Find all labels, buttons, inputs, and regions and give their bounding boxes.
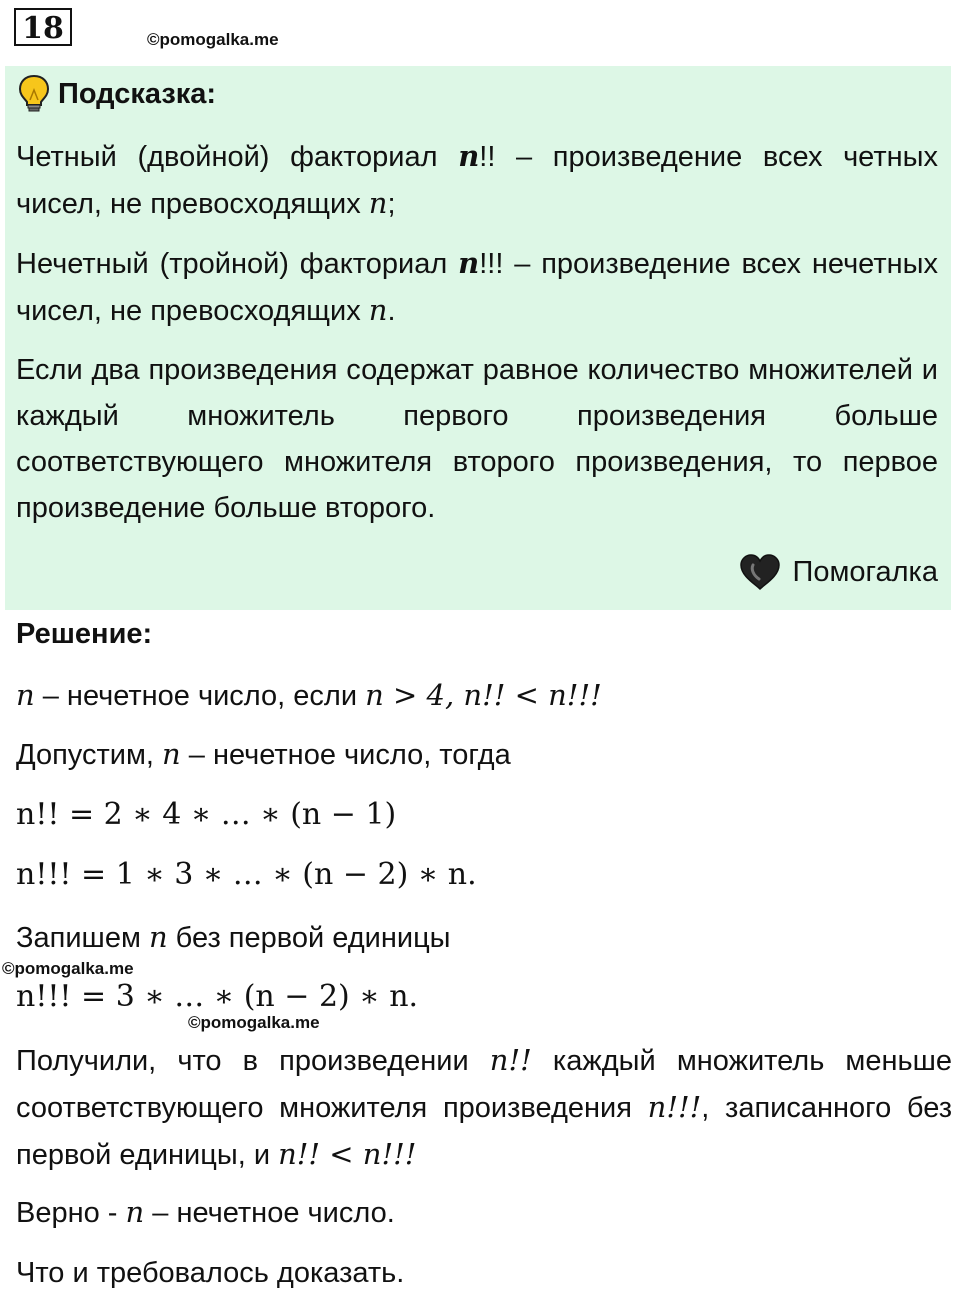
- solution-paragraph-conclusion: Получили, что в произведении n!! каждый множитель меньше соответствующего множителя произведения n!!!, записанного без первой единицы, и n!! < n!!!: [16, 1043, 953, 1171]
- task-number: 18: [14, 8, 72, 46]
- hint-title-label: Подсказка:: [58, 77, 217, 110]
- hint-paragraph-3: Если два произведения содержат равное количество множителей и каждый множитель первого произведения больше соответствующего множителя второго произведения, то первое произведение больше второго.: [16, 354, 938, 524]
- solution-line-1: n – нечетное число, если n > 4, n!! < n!!!: [16, 678, 602, 712]
- brand-label: Помогалка: [792, 555, 938, 588]
- hint-paragraph-2: Нечетный (тройной) факториал n!!! – произведение всех нечетных чисел, не превосходящих n.: [16, 246, 938, 327]
- formula-triple-factorial: n!!! = 1 ∗ 3 ∗ … ∗ (n − 2) ∗ n.: [16, 857, 477, 892]
- brand-signature: [739, 550, 938, 594]
- formula-triple-factorial-reduced: n!!! = 3 ∗ … ∗ (n − 2) ∗ n.: [16, 979, 419, 1014]
- solution-line-5: Верно - n – нечетное число.: [16, 1195, 395, 1229]
- watermark-middle: ©pomogalka.me: [188, 1013, 320, 1032]
- hint-paragraph-1: Четный (двойной) факториал n!! – произведение всех четных чисел, не превосходящих n;: [16, 139, 938, 220]
- solution-line-3: Запишем n без первой единицы: [16, 920, 451, 954]
- solution-line-2: Допустим, n – нечетное число, тогда: [16, 737, 511, 771]
- watermark-top: ©pomogalka.me: [147, 30, 279, 49]
- heart-icon: [739, 553, 781, 591]
- solution-title: Решение:: [16, 618, 153, 650]
- watermark-middle-left: ©pomogalka.me: [2, 959, 134, 978]
- hint-title: [18, 72, 216, 116]
- formula-double-factorial: n!! = 2 ∗ 4 ∗ … ∗ (n − 1): [16, 797, 397, 832]
- solution-final: Что и требовалось доказать.: [16, 1257, 405, 1289]
- lightbulb-icon: [18, 74, 50, 114]
